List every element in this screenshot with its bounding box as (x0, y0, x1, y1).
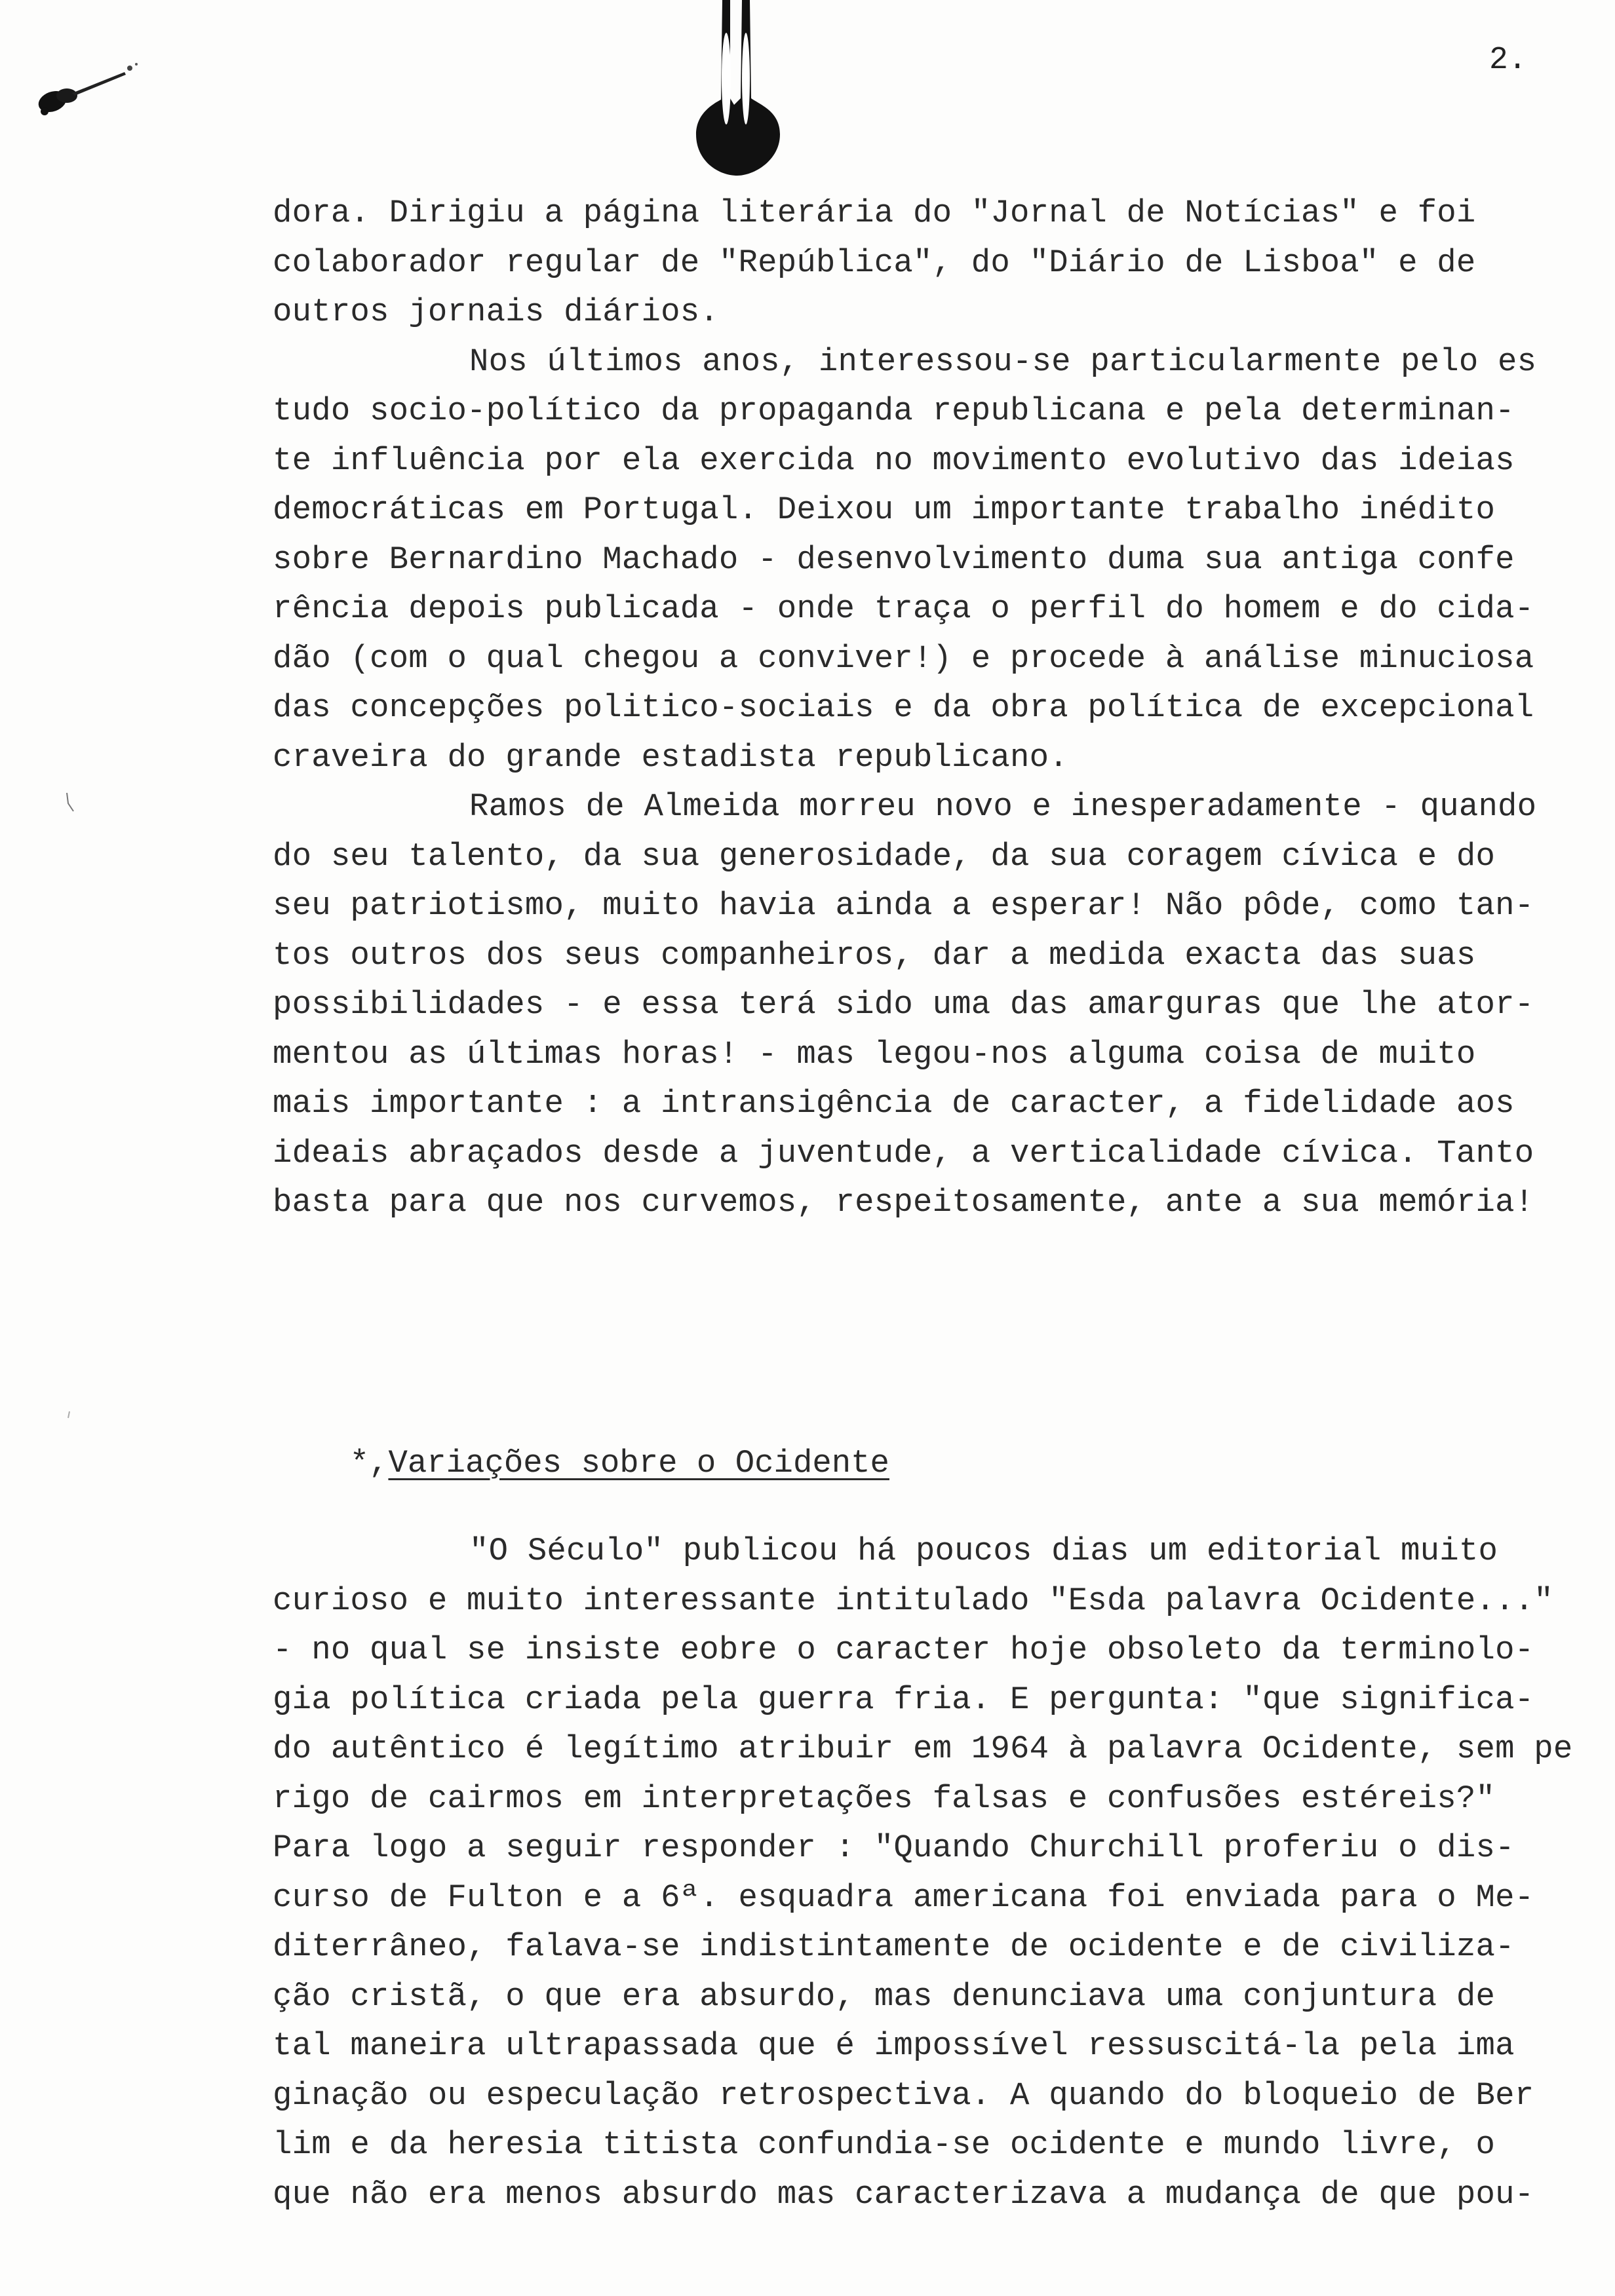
text-line: - no qual se insiste eobre o caracter hoje obsoleto da terminolo- (273, 1632, 1534, 1668)
ink-smudge-mark (26, 52, 144, 124)
body-text-section-two (273, 1527, 1577, 2219)
text-line: democráticas em Portugal. Deixou um importante trabalho inédito (273, 491, 1496, 528)
text-line: ginação ou especulação retrospectiva. A quando do bloqueio de Ber (273, 2076, 1534, 2114)
text-line: mentou as últimas horas! - mas legou-nos alguma coisa de muito (273, 1035, 1476, 1073)
text-line: outros jornais diários. (273, 294, 719, 330)
ink-blot-mark (682, 0, 793, 177)
stray-dot-mark (63, 1409, 76, 1428)
text-line: gia política criada pela guerra fria. E pergunta: "que significa- (273, 1681, 1534, 1718)
text-line: sobre Bernardino Machado - desenvolvimento duma sua antiga confe (273, 541, 1515, 578)
text-line: ção cristã, o que era absurdo, mas denunciava uma conjuntura de (273, 1978, 1496, 2015)
body-text-section-one (273, 189, 1577, 1228)
text-line: rigo de cairmos em interpretações falsas e confusões estéreis?" (273, 1780, 1496, 1817)
text-line: "O Século" publicou há poucos dias um editorial muito (469, 1533, 1498, 1569)
text-line: colaborador regular de "República", do "Diário de Lisboa" e de (273, 244, 1476, 281)
text-line: tudo socio-político da propaganda republicana e pela determinan- (273, 392, 1515, 429)
text-line: basta para que nos curvemos, respeitosamente, ante a sua memória! (273, 1184, 1534, 1221)
page-number: 2. (1489, 43, 1527, 78)
stray-pencil-mark (63, 793, 76, 813)
text-line: tal maneira ultrapassada que é impossível ressuscitá-la pela ima (273, 2027, 1515, 2064)
text-line: possibilidades - e essa terá sido uma das amarguras que lhe ator- (273, 986, 1534, 1023)
text-line: tos outros dos seus companheiros, dar a medida exacta das suas (273, 936, 1476, 974)
text-line: Nos últimos anos, interessou-se particularmente pelo es (469, 343, 1537, 380)
text-line: curso de Fulton e a 6ª. esquadra americana foi enviada para o Me- (273, 1879, 1534, 1916)
text-line: diterrâneo, falava-se indistintamente de ocidente e de civiliza- (273, 1928, 1515, 1965)
text-line: que não era menos absurdo mas caracterizava a mudança de que pou- (273, 2175, 1534, 2213)
text-line: rência depois publicada - onde traça o perfil do homem e do cida- (273, 590, 1534, 627)
text-line: do autêntico é legítimo atribuir em 1964 à palavra Ocidente, sem pe (273, 1731, 1573, 1767)
section-heading (273, 1394, 889, 1532)
text-line: das concepções politico-sociais e da obra política de excepcional (273, 689, 1534, 726)
text-line: craveira do grande estadista republicano. (273, 738, 1068, 776)
heading-marker: *, (349, 1445, 389, 1482)
text-line: te influência por ela exercida no movimento evolutivo das ideias (273, 442, 1515, 479)
text-line: Para logo a seguir responder : "Quando Churchill proferiu o dis- (273, 1829, 1515, 1866)
text-line: do seu talento, da sua generosidade, da sua coragem cívica e do (273, 837, 1496, 875)
heading-title: Variações sobre o Ocidente (388, 1445, 889, 1482)
text-line: ideais abraçados desde a juventude, a verticalidade cívica. Tanto (273, 1134, 1534, 1172)
text-line: curioso e muito interessante intitulado "Esda palavra Ocidente..." (273, 1582, 1553, 1619)
text-line: mais importante : a intransigência de caracter, a fidelidade aos (273, 1085, 1515, 1122)
text-line: Ramos de Almeida morreu novo e inesperadamente - quando (469, 788, 1537, 825)
text-line: dão (com o qual chegou a conviver!) e procede à análise minuciosa (273, 640, 1534, 677)
text-line: lim e da heresia titista confundia-se ocidente e mundo livre, o (273, 2126, 1496, 2163)
text-line: seu patriotismo, muito havia ainda a esperar! Não pôde, como tan- (273, 887, 1534, 924)
text-line: dora. Dirigiu a página literária do "Jornal de Notícias" e foi (273, 195, 1476, 231)
